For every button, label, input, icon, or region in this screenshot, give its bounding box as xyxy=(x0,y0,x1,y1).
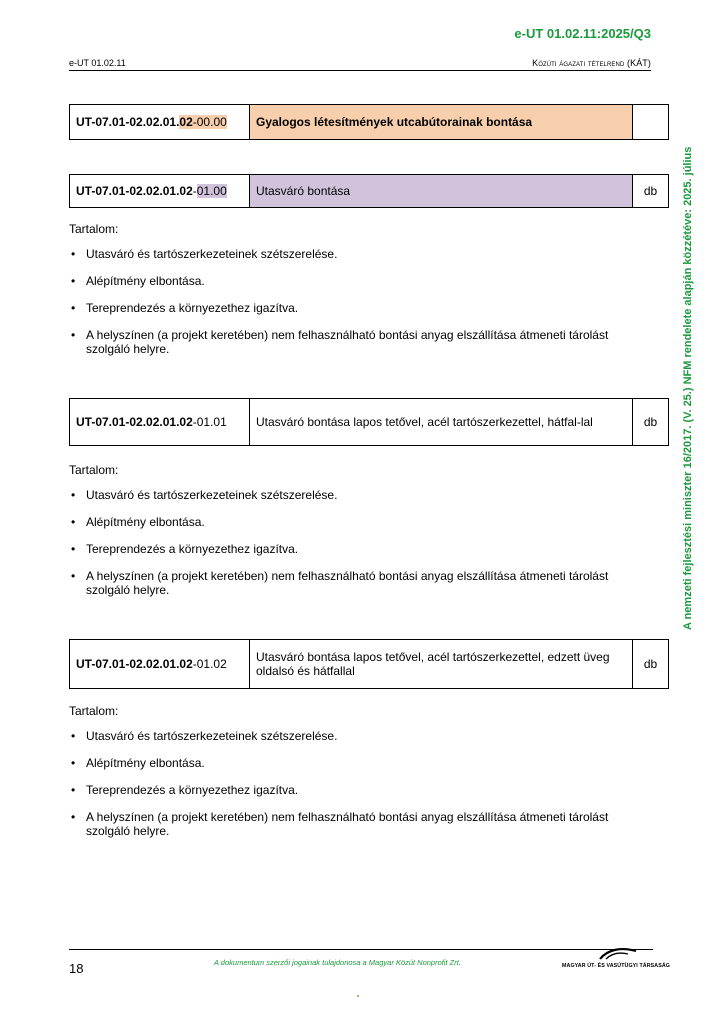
contents-section-2 xyxy=(69,463,629,610)
item-table-2 xyxy=(69,398,669,446)
item-unit: db xyxy=(643,184,658,198)
code-rest: -01.02 xyxy=(192,657,227,671)
bullet-icon: • xyxy=(71,328,76,342)
item-title: Utasváró bontása xyxy=(250,175,633,207)
code-bold: UT-07.01-02.02.01. xyxy=(76,115,180,129)
scan-dot xyxy=(357,995,359,997)
side-note: A nemzeti fejlesztési miniszter 16/2017. (V. 25.) NFM rendelete alapján közzétéve: 2025. július xyxy=(682,146,694,630)
list-item: • A helyszínen (a projekt keretében) nem felhasználható bontási anyag elszállítása átmeneti tárolást szolgáló helyre. xyxy=(71,810,609,838)
contents-section-1 xyxy=(69,222,629,369)
item-title: Gyalogos létesítmények utcabútorainak bontása xyxy=(250,105,633,139)
footer-copyright: A dokumentum szerzői jogainak tulajdonosa a Magyar Közút Nonprofit Zrt. xyxy=(214,958,461,967)
item-table-1 xyxy=(69,174,669,208)
item-table-3 xyxy=(69,639,669,689)
bullet-icon: • xyxy=(71,569,76,583)
bullet-icon: • xyxy=(71,247,76,261)
bullet-icon: • xyxy=(71,810,76,824)
bullet-icon: • xyxy=(71,756,76,770)
company-logo xyxy=(562,947,670,971)
bullet-icon: • xyxy=(71,783,76,797)
code-rest: -00.00 xyxy=(192,115,227,129)
contents-label: Tartalom: xyxy=(69,704,119,718)
bullet-icon: • xyxy=(71,274,76,288)
list-item: • Alépítmény elbontása. xyxy=(71,274,205,288)
list-item: • Tereprendezés a környezethez igazítva. xyxy=(71,301,299,315)
list-item: • Tereprendezés a környezethez igazítva. xyxy=(71,783,299,797)
item-code xyxy=(70,640,250,688)
bullet-icon: • xyxy=(71,488,76,502)
code-sep: - xyxy=(192,184,197,198)
header-right: Közúti ágazati tételrend (KÁT) xyxy=(532,58,651,68)
item-unit: db xyxy=(643,657,658,671)
item-unit xyxy=(633,105,668,139)
bullet-icon: • xyxy=(71,729,76,743)
contents-list xyxy=(69,247,629,356)
code-mark: 02 xyxy=(179,115,193,129)
code-bold: UT-07.01-02.02.01.02 xyxy=(76,415,193,429)
list-item: • Alépítmény elbontása. xyxy=(71,756,205,770)
item-code xyxy=(70,399,250,445)
code-mark: 01.00 xyxy=(196,184,227,198)
list-item: • Alépítmény elbontása. xyxy=(71,515,205,529)
bullet-icon: • xyxy=(71,301,76,315)
list-item: • A helyszínen (a projekt keretében) nem felhasználható bontási anyag elszállítása átmeneti tárolást szolgáló helyre. xyxy=(71,328,609,356)
page-number: 18 xyxy=(69,961,84,976)
header-rule xyxy=(69,70,651,71)
code-bold: UT-07.01-02.02.01.02 xyxy=(76,184,193,198)
contents-section-3 xyxy=(69,704,629,851)
contents-label: Tartalom: xyxy=(69,222,119,236)
item-unit: db xyxy=(643,415,658,429)
header-left: e-UT 01.02.11 xyxy=(69,58,126,68)
list-item: • Utasváró és tartószerkezeteinek szétszerelése. xyxy=(71,247,338,261)
code-rest: -01.01 xyxy=(192,415,227,429)
logo-swoosh-icon xyxy=(598,947,638,961)
contents-label: Tartalom: xyxy=(69,463,119,477)
item-title: Utasváró bontása lapos tetővel, acél tartószerkezettel, hátfal-lal xyxy=(250,399,633,445)
bullet-icon: • xyxy=(71,515,76,529)
doc-code: e-UT 01.02.11:2025/Q3 xyxy=(514,26,651,41)
list-item: • Tereprendezés a környezethez igazítva. xyxy=(71,542,299,556)
contents-list xyxy=(69,488,629,597)
item-code xyxy=(70,105,250,139)
list-item: • Utasváró és tartószerkezeteinek szétszerelése. xyxy=(71,729,338,743)
item-code xyxy=(70,175,250,207)
bullet-icon: • xyxy=(71,542,76,556)
item-title: Utasváró bontása lapos tetővel, acél tartószerkezettel, edzett üveg oldalsó és hátfallal xyxy=(250,640,633,688)
list-item: • Utasváró és tartószerkezeteinek szétszerelése. xyxy=(71,488,338,502)
list-item: • A helyszínen (a projekt keretében) nem felhasználható bontási anyag elszállítása átmeneti tárolást szolgáló helyre. xyxy=(71,569,609,597)
code-bold: UT-07.01-02.02.01.02 xyxy=(76,657,193,671)
logo-text: MAGYAR ÚT- ÉS VASÚTÜGYI TÁRSASÁG xyxy=(562,963,670,969)
item-table-0 xyxy=(69,104,669,140)
contents-list xyxy=(69,729,629,838)
